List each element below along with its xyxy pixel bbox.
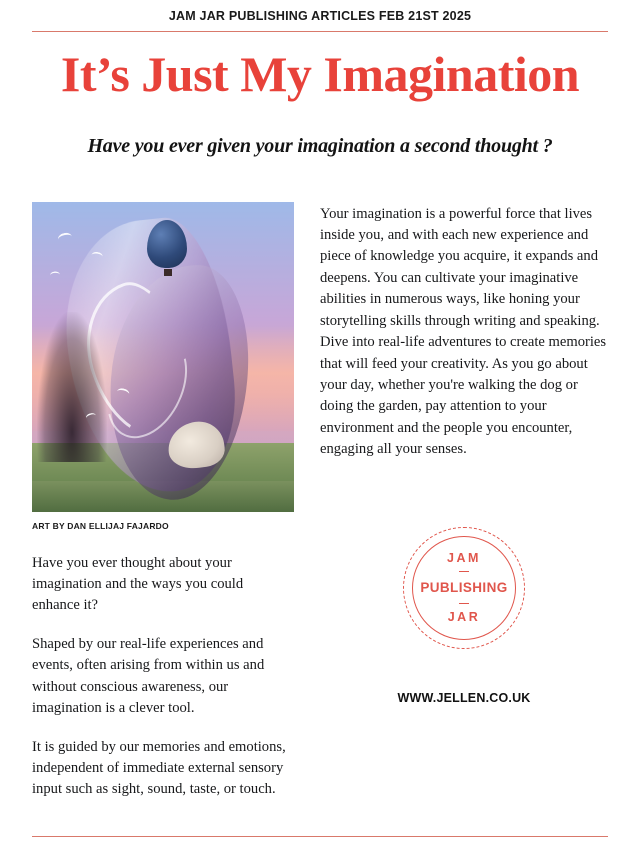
masthead-divider bbox=[32, 31, 608, 32]
paragraph: Your imagination is a powerful force that lives inside you, and with each new experience and piece of knowledge you acquire, it expands and deepens. You can cultivate your imaginative abilities in numerous ways, like honing your storytelling skills through writing and speaking. Dive into real-life adventures to create memories that will feed your creativity. As you go about your day, whether you're walking the dog or doing the garden, pay attention to your environment and the people you encounter, engaging all your senses. bbox=[320, 205, 607, 458]
stamp-middle-label: PUBLISHING bbox=[420, 579, 508, 595]
stamp-bottom-label: JAR bbox=[447, 609, 481, 624]
stamp-divider-top: — bbox=[458, 565, 469, 577]
footer-divider bbox=[32, 836, 608, 837]
paragraph: Have you ever thought about your imagination and the ways you could enhance it? bbox=[32, 554, 244, 614]
paragraph: Shaped by our real-life experiences and events, often arising from within us and without conscious awareness, our imagination is a clever tool. bbox=[32, 635, 265, 717]
stamp-divider-bottom: — bbox=[458, 597, 469, 609]
article-artwork bbox=[32, 202, 294, 512]
right-column-text bbox=[320, 204, 608, 461]
footer-website[interactable]: WWW.JELLEN.CO.UK bbox=[397, 690, 531, 705]
publisher-stamp bbox=[403, 527, 525, 649]
bird-icon bbox=[50, 271, 60, 279]
publisher-stamp-container bbox=[320, 527, 608, 649]
page-subtitle: Have you ever given your imagination a second thought ? bbox=[87, 134, 553, 157]
paragraph: It is guided by our memories and emotions, independent of immediate external sensory input such as sight, sound, taste, or touch. bbox=[32, 738, 286, 798]
left-column-text bbox=[32, 553, 294, 801]
page-title: It’s Just My Imagination bbox=[60, 46, 580, 102]
masthead-text: JAM JAR PUBLISHING ARTICLES FEB 21ST 2025 bbox=[168, 9, 472, 23]
stamp-top-label: JAM bbox=[447, 550, 481, 565]
right-column bbox=[320, 202, 608, 818]
bird-icon bbox=[91, 251, 103, 260]
artwork-credit: ART BY DAN ELLIJAJ FAJARDO bbox=[32, 520, 169, 531]
bird-icon bbox=[57, 231, 73, 244]
left-column bbox=[32, 202, 294, 818]
content-columns bbox=[32, 202, 608, 818]
stamp-inner-ring bbox=[412, 536, 516, 640]
artwork-tree bbox=[37, 312, 107, 462]
masthead bbox=[32, 0, 608, 32]
